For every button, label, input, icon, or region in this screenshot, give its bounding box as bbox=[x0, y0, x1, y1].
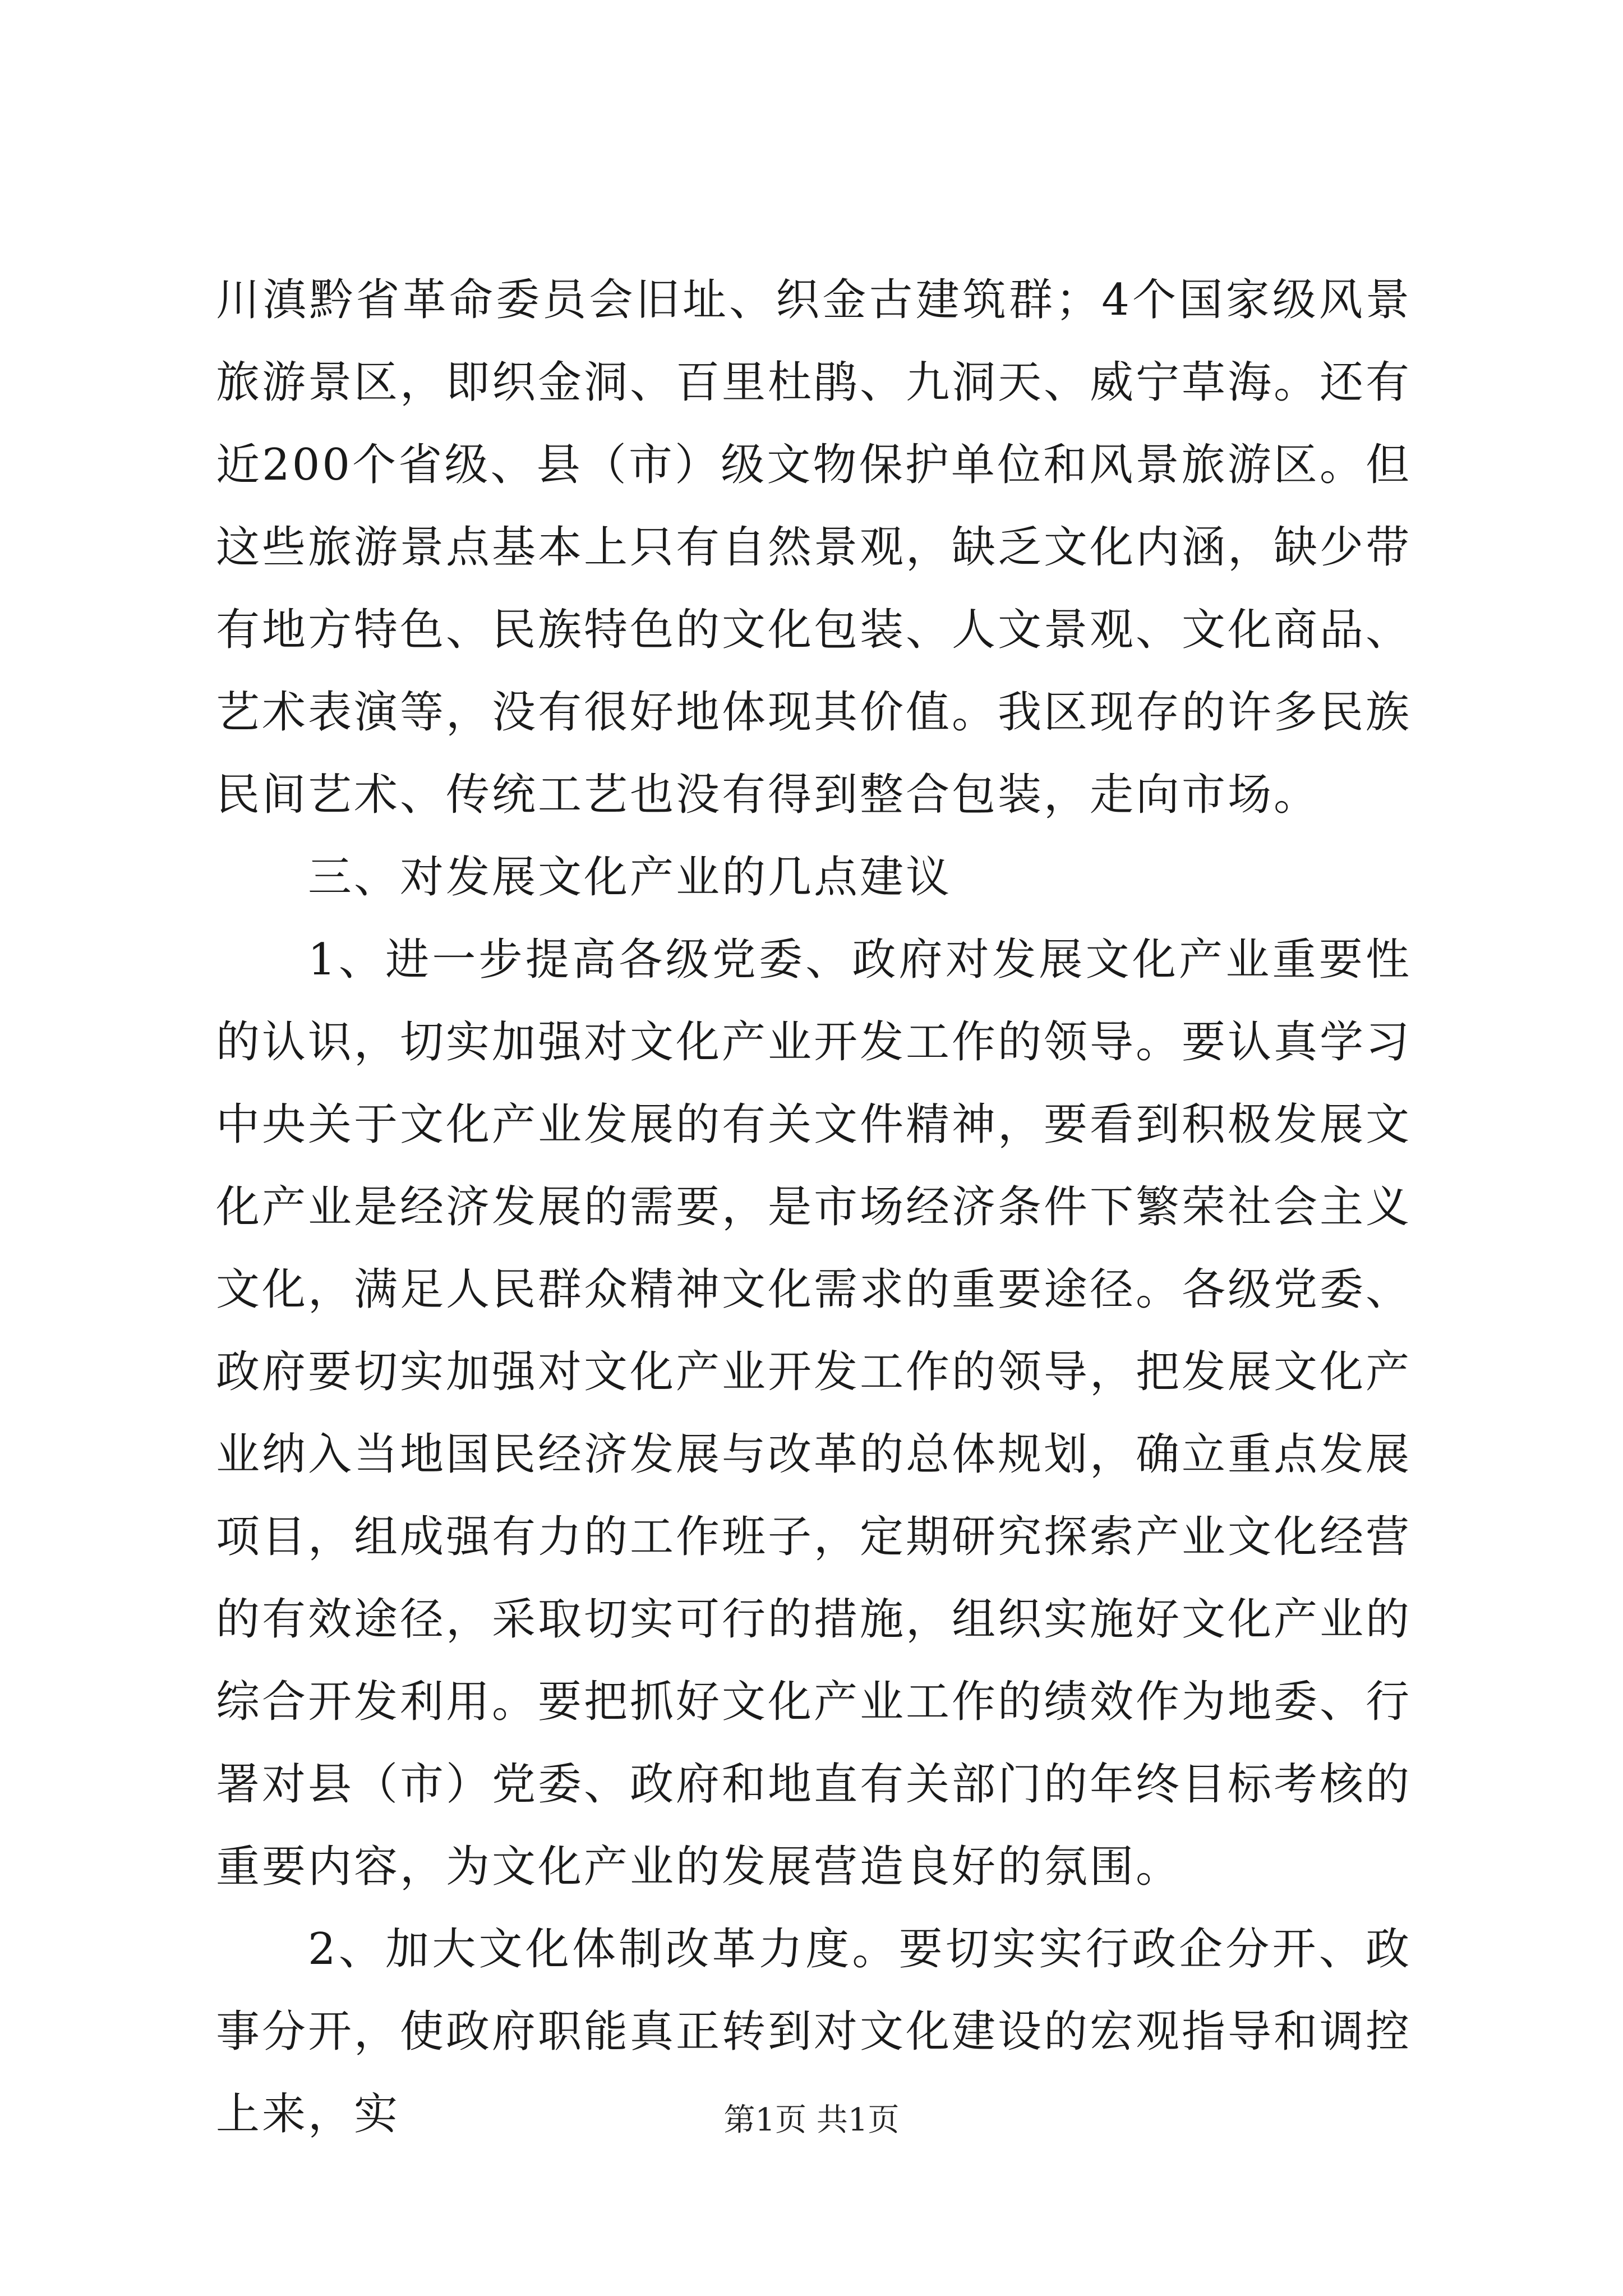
paragraph-suggestion-1: 1、进一步提高各级党委、政府对发展文化产业重要性的认识，切实加强对文化产业开发工作的领导。要认真学习中央关于文化产业发展的有关文件精神，要看到积极发展文化产业是经济发展的需要，是市场经济条件下繁荣社会主义文化，满足人民群众精神文化需求的重要途径。各级党委、政府要切实加强对文化产业开发工作的领导，把发展文化产业纳入当地国民经济发展与改革的总体规划，确立重点发展项目，组成强有力的工作班子，定期研究探索产业文化经营的有效途径，采取切实可行的措施，组织实施好文化产业的综合开发利用。要把抓好文化产业工作的绩效作为地委、行署对县（市）党委、政府和地直有关部门的年终目标考核的重要内容，为文化产业的发展营造良好的氛围。 bbox=[216, 935, 1412, 1892]
page-number: 第1页 共1页 bbox=[723, 2102, 900, 2138]
paragraph-heritage-sites: 川滇黔省革命委员会旧址、织金古建筑群；4个国家级风景旅游景区，即织金洞、百里杜鹃、九洞天、威宁草海。还有近200个省级、县（市）级文物保护单位和风景旅游区。但这些旅游景点基本上只有自然景观，缺乏文化内涵，缺少带有地方特色、民族特色的文化包装、人文景观、文化商品、艺术表演等，没有很好地体现其价值。我区现存的许多民族民间艺术、传统工艺也没有得到整合包装，走向市场。 bbox=[216, 275, 1412, 820]
document-body bbox=[216, 259, 1412, 2156]
page-footer bbox=[0, 2101, 1623, 2140]
paragraph-suggestion-2: 2、加大文化体制改革力度。要切实实行政企分开、政事分开，使政府职能真正转到对文化建设的宏观指导和调控上来，实 bbox=[216, 1924, 1412, 2139]
section-heading-suggestions: 三、对发展文化产业的几点建议 bbox=[308, 852, 952, 903]
